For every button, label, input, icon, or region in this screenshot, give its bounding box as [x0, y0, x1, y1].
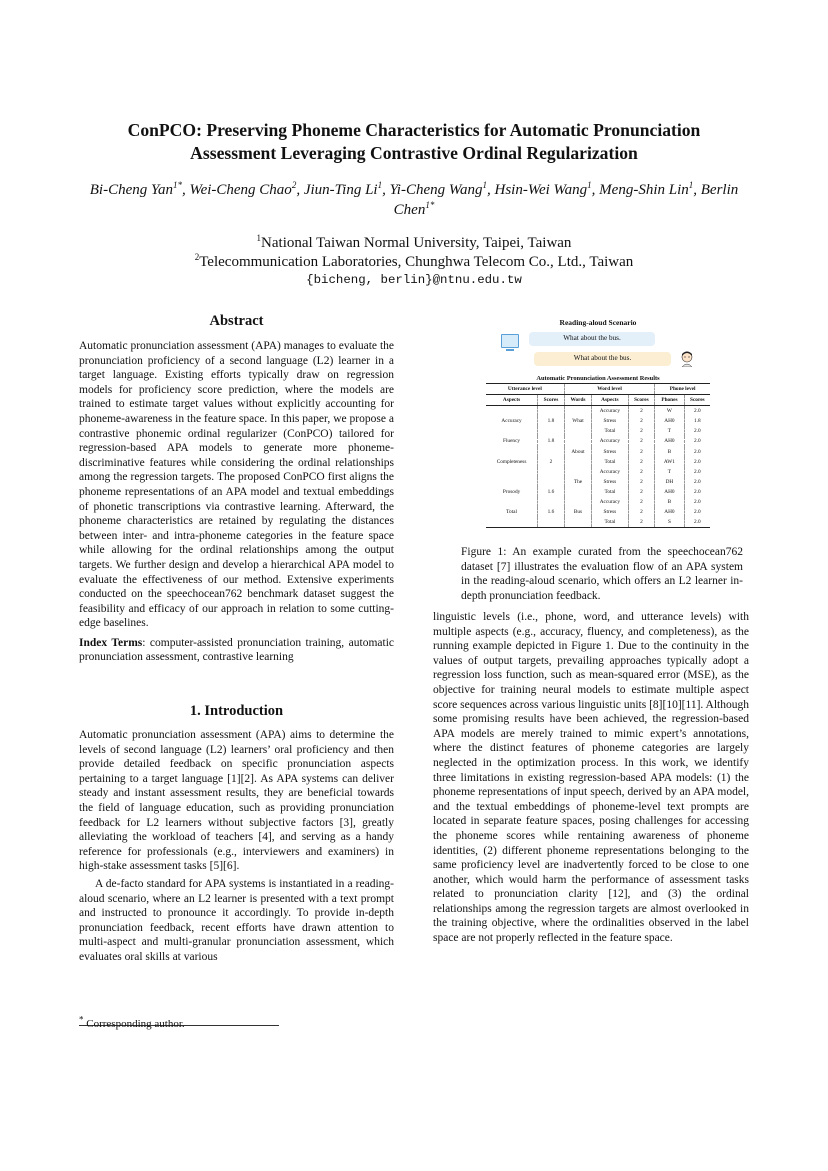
table-cell: 2 — [628, 457, 655, 467]
table-cell — [564, 517, 591, 528]
table-cell: 2 — [628, 416, 655, 426]
table-row — [486, 497, 710, 507]
table-cell — [486, 447, 538, 457]
table-cell: Total — [592, 487, 628, 497]
author-name: Meng-Shin Lin — [599, 182, 689, 198]
table-cell: 1.6 — [538, 487, 565, 497]
speech-bubble: What about the bus. — [534, 352, 671, 366]
affiliation-1-text: National Taiwan Normal University, Taipei, Taiwan — [261, 235, 572, 251]
abstract-section — [79, 339, 394, 665]
table-cell: 2 — [628, 507, 655, 517]
table-cell: 2 — [628, 517, 655, 528]
table-row — [486, 487, 710, 497]
table-cell: 2.0 — [684, 406, 710, 417]
group-header: Utterance level — [486, 384, 564, 395]
table-cell — [538, 426, 565, 436]
table-cell — [486, 497, 538, 507]
title-line-2: Assessment Leveraging Contrastive Ordinal Regularization — [190, 143, 638, 163]
title-line-1: ConPCO: Preserving Phoneme Characteristics for Automatic Pronunciation — [127, 120, 701, 140]
table-cell: 1.8 — [538, 416, 565, 426]
table-cell: 2 — [628, 436, 655, 446]
table-title: Automatic Pronunciation Assessment Results — [536, 375, 660, 382]
table-cell: B — [655, 497, 684, 507]
table-cell: 1.6 — [538, 507, 565, 517]
table-cell: Total — [592, 457, 628, 467]
table-row — [486, 406, 710, 417]
table-cell: 2 — [628, 426, 655, 436]
figure-title: Reading-aloud Scenario — [559, 318, 637, 327]
table-row — [486, 416, 710, 426]
table-cell: Total — [592, 517, 628, 528]
table-cell: 2 — [628, 497, 655, 507]
group-header: Phone level — [655, 384, 710, 395]
student-avatar-icon — [680, 351, 694, 367]
table-cell: Accuracy — [592, 497, 628, 507]
table-cell: W — [655, 406, 684, 417]
table-cell: 2 — [538, 457, 565, 467]
table-cell — [564, 426, 591, 436]
table-cell: T — [655, 426, 684, 436]
table-cell: About — [564, 447, 591, 457]
table-row — [486, 447, 710, 457]
author-affiliation-mark: 1 — [587, 180, 592, 190]
table-cell: Accuracy — [592, 436, 628, 446]
paper-title — [60, 119, 768, 165]
introduction-heading: 1. Introduction — [189, 703, 284, 719]
author-separator: , — [693, 182, 701, 198]
table-cell: 2 — [628, 406, 655, 417]
author-affiliation-mark: 1* — [425, 200, 435, 210]
affiliation-2-mark: 2 — [194, 252, 200, 262]
table-cell: 2.0 — [684, 497, 710, 507]
table-cell: Stress — [592, 447, 628, 457]
affiliation-2-text: Telecommunication Laboratories, Chunghwa Telecom Co., Ltd., Taiwan — [199, 254, 634, 270]
table-cell — [486, 477, 538, 487]
affiliation-2 — [100, 253, 728, 272]
right-column-text — [433, 610, 749, 946]
table-cell — [538, 477, 565, 487]
table-cell: 2.0 — [684, 507, 710, 517]
table-cell: Accuracy — [592, 467, 628, 477]
table-cell: DH — [655, 477, 684, 487]
author-affiliation-mark: 2 — [291, 180, 297, 190]
author-name: Wei-Cheng Chao — [189, 182, 292, 198]
index-terms-text: : computer-assisted pronunciation training, automatic pronunciation assessment, contrastive learning — [79, 636, 394, 664]
footnote-mark: * — [79, 1014, 84, 1025]
table-cell — [486, 517, 538, 528]
group-header-row — [486, 384, 710, 395]
column-header: Words — [564, 395, 591, 406]
table-row — [486, 426, 710, 436]
table-cell: The — [564, 477, 591, 487]
table-cell: 1.8 — [684, 416, 710, 426]
figure-caption: Figure 1: An example curated from the speechocean762 dataset [7] illustrates the evaluation flow of an APA system in the reading-aloud scenario, which offers an L2 learner in-depth pronunciation feedback. — [461, 546, 743, 602]
table-cell: Bus — [564, 507, 591, 517]
table-cell: Prosody — [502, 488, 521, 495]
table-cell: 2 — [628, 467, 655, 477]
intro-paragraph-2: A de-facto standard for APA systems is instantiated in a reading-aloud scenario, where an L2 learner is presented with a text prompt and instructed to pronounce it accordingly. To provide in-depth pronunciation feedback, recent efforts have drawn attention to multi-aspect and multi-granular pronunciation assessment, which evaluates oral skills at various — [79, 877, 394, 963]
table-cell: AH0 — [655, 487, 684, 497]
monitor-stand — [506, 349, 514, 351]
table-cell: 2.0 — [684, 457, 710, 467]
column-header-row — [486, 395, 710, 406]
table-cell: Stress — [592, 507, 628, 517]
intro-paragraph-1: Automatic pronunciation assessment (APA) aims to determine the levels of second language (L2) learners’ oral proficiency and then provide detailed feedback on specific pronunciation aspects pertaining to a target language [1][2]. As APA systems can deliver steady and instant assessment results, they are beneficial towards the field of language education, such as providing pronunciation feedback for L2 learners without subjective factors [3], greatly alleviating the workload of teachers [4], and serving as a handy reference for professionals (e.g., interviewers and examiners) in high-stake assessment tasks [5][6]. — [79, 729, 394, 873]
table-cell: 2 — [628, 447, 655, 457]
table-cell: Total — [592, 426, 628, 436]
table-cell: Accuracy — [501, 418, 522, 425]
table-cell — [564, 497, 591, 507]
column-header: Scores — [684, 395, 710, 406]
table-cell: B — [655, 447, 684, 457]
table-cell: 1.8 — [538, 436, 565, 446]
table-cell — [564, 457, 591, 467]
table-cell — [486, 467, 538, 477]
table-row — [486, 457, 710, 467]
author-separator: , — [487, 182, 495, 198]
table-cell: Stress — [592, 477, 628, 487]
footnote-text: Corresponding author. — [83, 1018, 185, 1030]
author-affiliation-mark: 1 — [377, 180, 383, 190]
table-cell: 2.0 — [684, 487, 710, 497]
table-cell: S — [655, 517, 684, 528]
column-header: Aspects — [592, 395, 628, 406]
table-cell — [538, 406, 565, 417]
table-cell: 2.0 — [684, 426, 710, 436]
table-cell: 2 — [628, 487, 655, 497]
table-row — [486, 477, 710, 487]
table-cell — [486, 426, 538, 436]
table-cell — [564, 436, 591, 446]
author-name: Jiun-Ting Li — [303, 182, 378, 198]
table-row — [486, 436, 710, 446]
author-email: {bicheng, berlin}@ntnu.edu.tw — [306, 273, 522, 287]
assessment-results-table — [486, 383, 710, 528]
affiliation-1 — [100, 234, 728, 253]
author-name: Berlin Chen — [393, 182, 739, 218]
table-row — [486, 517, 710, 528]
table-row — [486, 507, 710, 517]
author-separator: , — [181, 182, 190, 198]
table-cell: Completeness — [496, 458, 527, 465]
table-cell: Total — [506, 509, 517, 516]
index-terms-label: Index Terms — [79, 636, 143, 649]
table-cell — [538, 497, 565, 507]
author-list — [72, 180, 756, 220]
abstract-text: Automatic pronunciation assessment (APA) manages to evaluate the pronunciation proficiency of a second language (L2) learner in a target language. Existing efforts typically draw on regression models for proficiency score prediction, where the models are trained to estimate target values without explicitly accounting for phoneme-awareness in the feature space. In this paper, we propose a contrastive phonemic ordinal regularizer (ConPCO) tailored for regression-based APA models to generate more phoneme-discriminative features while considering the ordinal relationships among the regression targets. The proposed ConPCO first aligns the phoneme representations of an APA model and textual embeddings of phonetic transcriptions via contrastive learning. Afterward, the phoneme characteristics are retained by regulating the distances between inter- and intra-phoneme categories in the feature space while allowing for the ordinal relationships among the output targets. We further design and develop a hierarchical APA model to evaluate the effectiveness of our method. Extensive experiments conducted on the speechocean762 benchmark dataset suggest the feasibility and efficacy of our approach in relation to some cutting-edge baselines. — [79, 340, 394, 630]
column-header: Aspects — [486, 395, 538, 406]
author-name: Bi-Cheng Yan — [89, 182, 173, 198]
author-affiliation-mark: 1 — [688, 180, 694, 190]
table-cell: AH0 — [655, 507, 684, 517]
index-terms — [79, 636, 394, 665]
table-cell: T — [655, 467, 684, 477]
table-cell — [564, 487, 591, 497]
figure-1 — [486, 318, 710, 544]
table-cell: Fluency — [503, 438, 521, 445]
table-cell: 2.0 — [684, 447, 710, 457]
body-paragraph: linguistic levels (i.e., phone, word, and utterance levels) with multiple aspects (e.g., accuracy, fluency, and completeness), as the running example depicted in Figure 1. Due to the continuity in the values of output targets, prevailing approaches typically adopt a regression loss function, such as mean-squared error (MSE), as the objective for training neural models to estimate multiple aspect score sequences across various linguistic units [8][10][11]. Although some promising results have been achieved, the regression-based APA models are merely trained to mimic expert’s annotations, where the distinct features of phoneme categories are largely neglected in the optimization process. In this work, we identify three limitations in existing regression-based APA models: (1) the phoneme representations of input speech, derived by an APA model, and the textual embeddings of phoneme-level text prompts are located in separate feature spaces, posing challenges for accessing the phoneme scores while rentaining awareness of phoneme identities, (2) different phoneme representations belonging to the same proficiency level are inadvertently forced to be close to one another, which would harm the performance of assessment tasks related to pronunciation clarity [12], and (3) the ordinal relationships among the regression targets are almost overlooked in the training objective, where the ordinalities observed in the label space are not properly reflected in the feature space. — [433, 611, 749, 945]
table-cell: Accuracy — [592, 406, 628, 417]
table-cell: 2.0 — [684, 517, 710, 528]
column-header: Scores — [538, 395, 565, 406]
table-cell: 2.0 — [684, 467, 710, 477]
table-cell — [538, 467, 565, 477]
table-cell — [564, 467, 591, 477]
table-cell — [538, 447, 565, 457]
prompt-bubble: What about the bus. — [529, 332, 655, 346]
column-header: Scores — [628, 395, 655, 406]
author-name: Yi-Cheng Wang — [389, 182, 483, 198]
author-separator: , — [382, 182, 390, 198]
affiliations — [100, 234, 728, 288]
table-cell — [564, 406, 591, 417]
table-cell: AH0 — [655, 416, 684, 426]
table-cell: 2.0 — [684, 436, 710, 446]
table-cell: 2.0 — [684, 477, 710, 487]
author-affiliation-mark: 1 — [482, 180, 488, 190]
group-header: Word level — [564, 384, 654, 395]
author-name: Hsin-Wei Wang — [494, 182, 588, 198]
monitor-icon — [501, 334, 519, 348]
table-cell: Stress — [592, 416, 628, 426]
table-cell — [538, 517, 565, 528]
table-cell: What — [564, 416, 591, 426]
footnote — [79, 1014, 185, 1030]
author-affiliation-mark: 1* — [172, 180, 182, 190]
introduction-section — [79, 728, 394, 965]
table-cell — [486, 406, 538, 417]
affiliation-1-mark: 1 — [256, 233, 262, 243]
column-header: Phones — [655, 395, 684, 406]
author-separator: , — [591, 182, 600, 198]
table-cell: 2 — [628, 477, 655, 487]
author-separator: , — [296, 182, 304, 198]
abstract-heading: Abstract — [209, 313, 264, 329]
table-cell: AW1 — [655, 457, 684, 467]
table-cell: AH0 — [655, 436, 684, 446]
table-row — [486, 467, 710, 477]
